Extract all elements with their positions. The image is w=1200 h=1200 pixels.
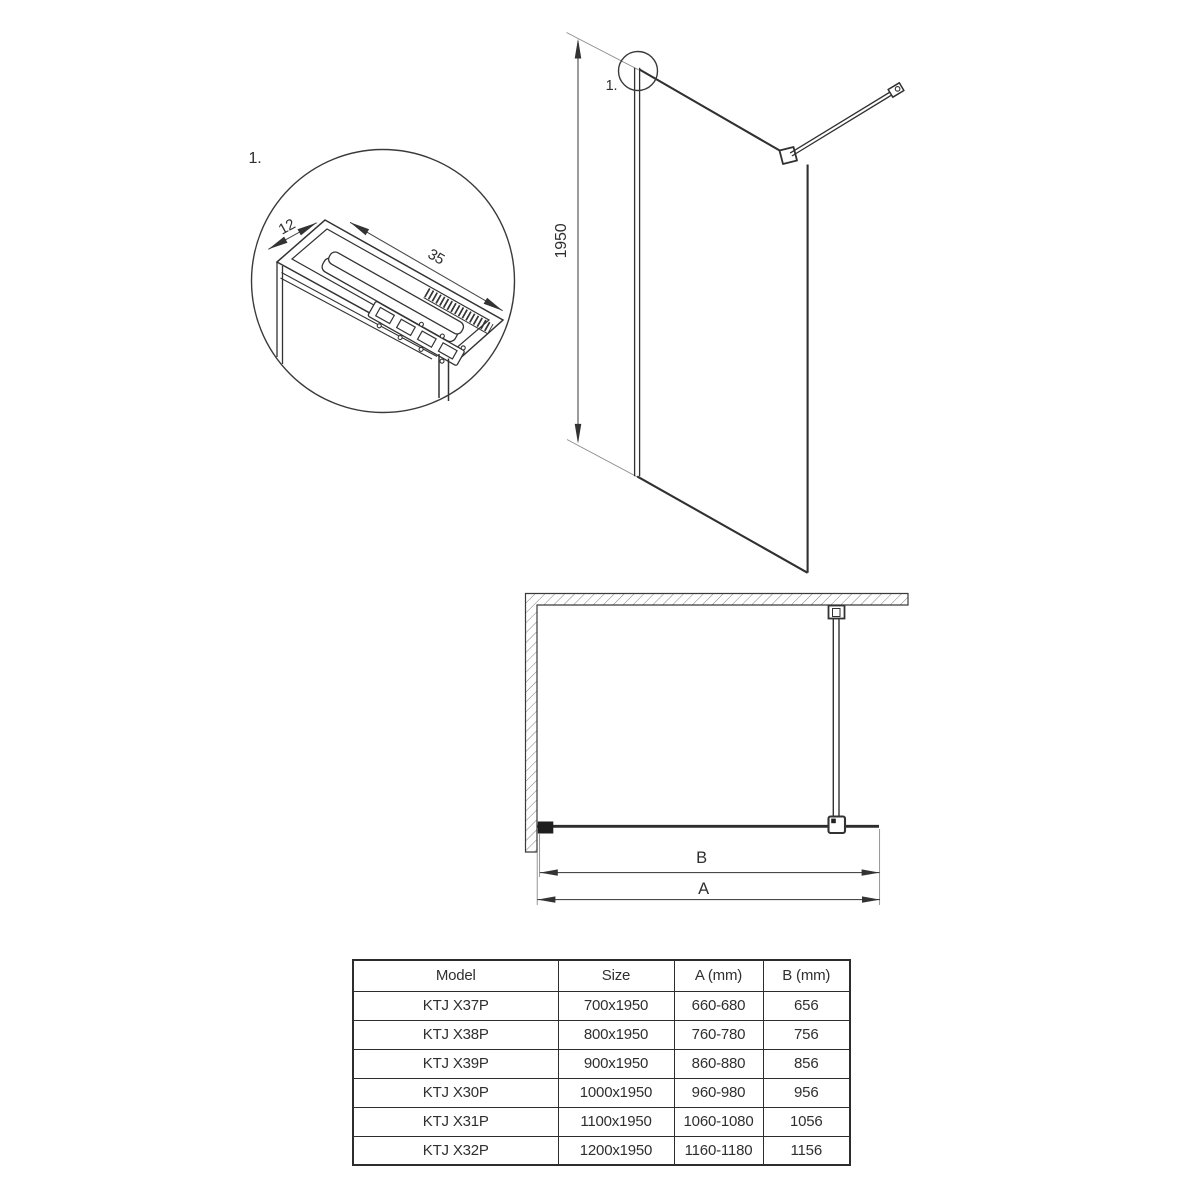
b-mm-cell: 756 <box>763 1020 850 1049</box>
detail-depth-dim-label: 12 <box>275 215 298 238</box>
size-cell: 1100x1950 <box>558 1107 674 1136</box>
model-cell: KTJ X32P <box>353 1136 558 1165</box>
wall-profile-plan <box>538 822 554 834</box>
wall-profile-left-edge <box>277 262 283 364</box>
a-mm-cell: 860-880 <box>674 1049 763 1078</box>
model-cell: KTJ X38P <box>353 1020 558 1049</box>
a-mm-cell: 1160-1180 <box>674 1136 763 1165</box>
b-mm-cell: 856 <box>763 1049 850 1078</box>
wall-hatch-top <box>526 594 909 606</box>
col-header-b-mm: B (mm) <box>763 960 850 991</box>
detail-length-dim-label: 35 <box>424 245 448 269</box>
size-cell: 1200x1950 <box>558 1136 674 1165</box>
col-header-a-mm: A (mm) <box>674 960 763 991</box>
table-row <box>353 1136 850 1165</box>
model-cell: KTJ X37P <box>353 991 558 1020</box>
table-row <box>353 1020 850 1049</box>
size-cell: 1000x1950 <box>558 1078 674 1107</box>
b-mm-cell: 656 <box>763 991 850 1020</box>
size-cell: 800x1950 <box>558 1020 674 1049</box>
a-mm-cell: 1060-1080 <box>674 1107 763 1136</box>
model-cell: KTJ X31P <box>353 1107 558 1136</box>
b-mm-cell: 956 <box>763 1078 850 1107</box>
extension-lines <box>567 33 639 478</box>
model-cell: KTJ X30P <box>353 1078 558 1107</box>
height-dim-label: 1950 <box>552 223 570 259</box>
table-row <box>353 1078 850 1107</box>
b-mm-cell: 1156 <box>763 1136 850 1165</box>
size-table <box>352 959 851 1166</box>
detail-callout-number: 1. <box>248 150 262 167</box>
table-header-row <box>353 960 850 991</box>
front-view-drawing <box>567 33 904 573</box>
bar-glass-clamp-plan <box>829 817 846 834</box>
table-row <box>353 1049 850 1078</box>
table-row <box>353 1107 850 1136</box>
col-header-size: Size <box>558 960 674 991</box>
support-bar <box>790 90 895 156</box>
wall-profile <box>635 68 640 476</box>
table-row <box>353 991 850 1020</box>
glass-width-dim-label: B <box>696 848 707 867</box>
a-mm-cell: 960-980 <box>674 1078 763 1107</box>
front-callout-number: 1. <box>605 77 618 94</box>
support-bar-plan <box>833 618 839 816</box>
height-dimension <box>575 39 582 444</box>
detail-view-drawing <box>252 150 515 413</box>
glass-panel <box>637 70 807 573</box>
size-cell: 700x1950 <box>558 991 674 1020</box>
wall-hatch-left <box>526 605 538 852</box>
size-cell: 900x1950 <box>558 1049 674 1078</box>
plan-view-drawing <box>526 594 909 906</box>
a-mm-cell: 760-780 <box>674 1020 763 1049</box>
col-header-model: Model <box>353 960 558 991</box>
total-width-dim-label: A <box>698 879 709 898</box>
model-cell: KTJ X39P <box>353 1049 558 1078</box>
wall-outline <box>526 594 909 853</box>
callout-circle <box>619 52 658 91</box>
b-mm-cell: 1056 <box>763 1107 850 1136</box>
bar-clamp-notch <box>831 819 836 824</box>
glass-width-dimension <box>540 869 880 875</box>
bar-clamp <box>780 147 798 164</box>
a-mm-cell: 660-680 <box>674 991 763 1020</box>
